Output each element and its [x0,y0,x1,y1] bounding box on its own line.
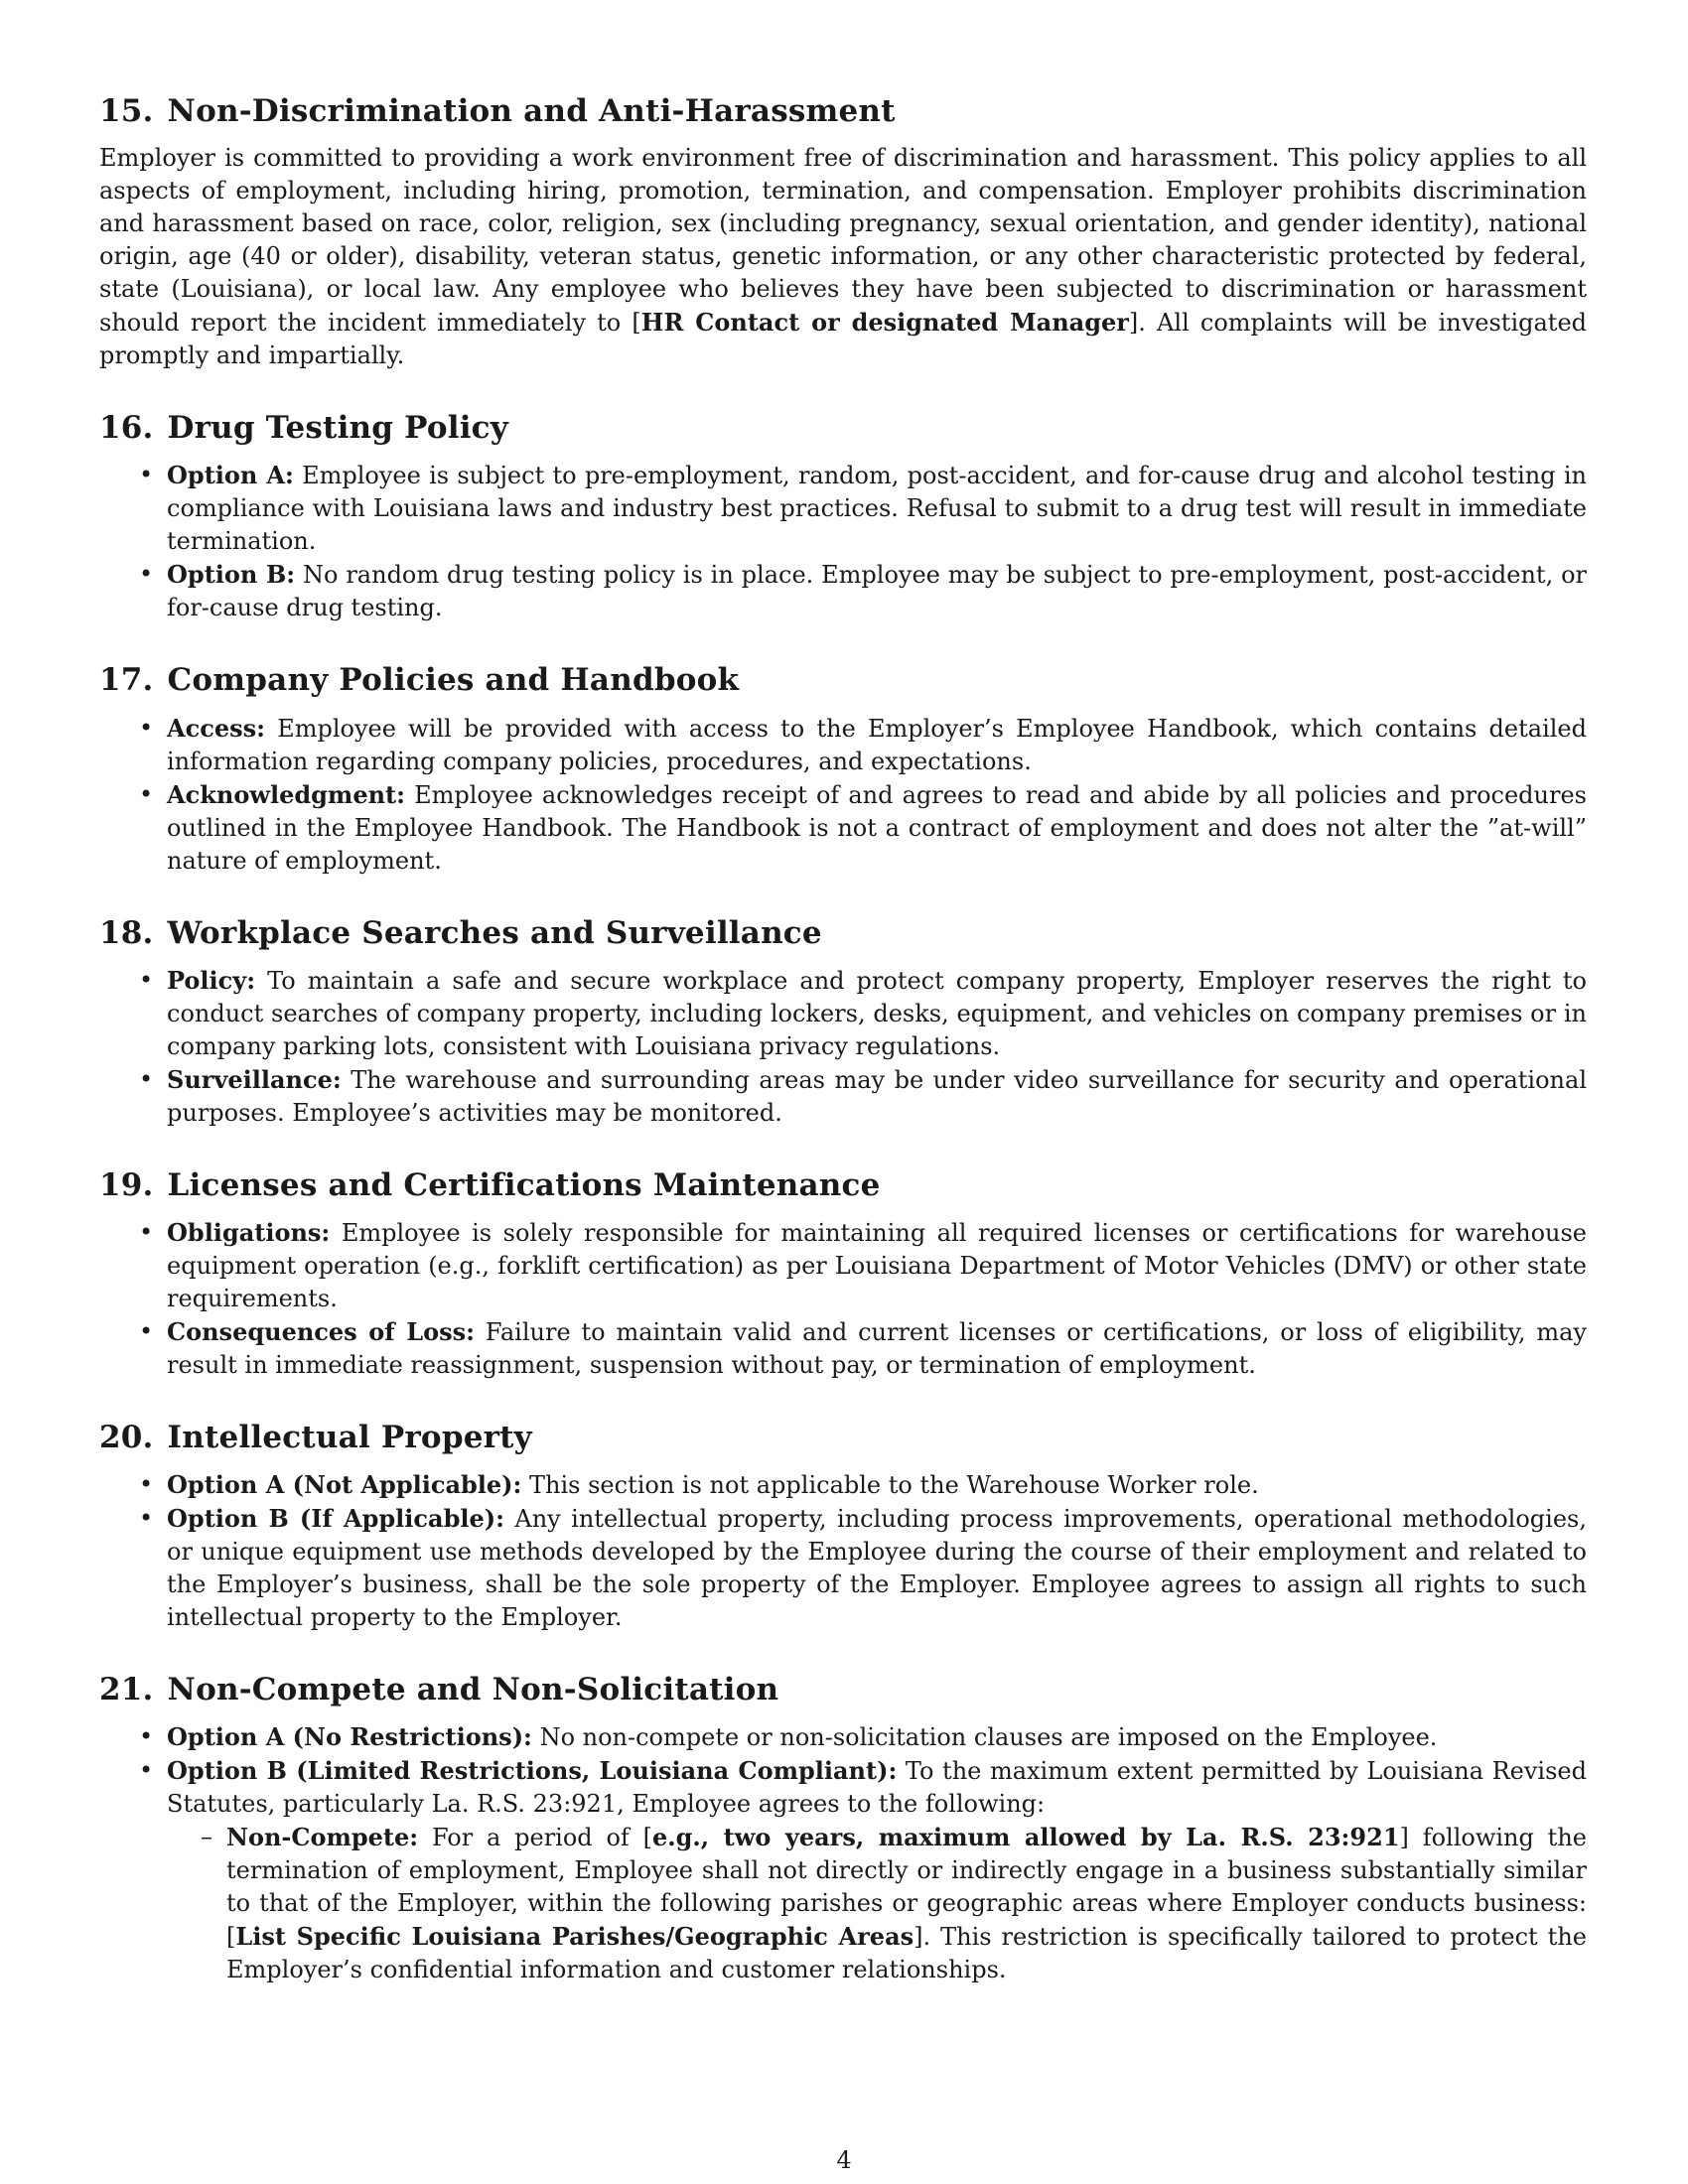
section-heading: 19. Licenses and Certifications Maintenance [99,1166,881,1203]
document-page [99,93,1587,2024]
list-item: • Option A: Employee is subject to pre-employment, random, post-accident, and for-cause drug and alcohol testing in compliance with Louisiana laws and industry best practices. Refusal to submit to a drug test will result in immediate termination. [167,459,1587,558]
list-item: • Surveillance: The warehouse and surrounding areas may be under video surveillance for security and operational purposes. Employee’s activities may be monitored. [167,1063,1587,1130]
bullet-list [99,1468,1587,1634]
section-heading: 17. Company Policies and Handbook [99,662,740,699]
section-15 [99,93,1587,372]
placeholder-field: List Specific Louisiana Parishes/Geographic Areas [235,1922,914,1952]
bullet-list [99,712,1587,878]
bullet-list [99,964,1587,1130]
section-21 [99,1672,1587,1986]
bullet-list [99,1216,1587,1382]
section-heading: 20. Intellectual Property [99,1419,532,1455]
section-heading: 21. Non-Compete and Non-Solicitation [99,1672,779,1708]
section-paragraph: Employer is committed to providing a work environment free of discrimination and harassment. This policy applies to all aspects of employment, including hiring, promotion, termination, and compensation. Employer prohibits discrimination and harassment based on race, color, religion, sex (including pregnancy, sexual orientation, and gender identity), national origin, age (40 or older), disability, veteran status, genetic information, or any other characteristic protected by federal, state (Louisiana), or local law. Any employee who believes they have been subjected to discrimination or harassment should report the incident immediately to [HR Contact or designated Manager]. All complaints will be investigated promptly and impartially. [99,144,1588,370]
section-19 [99,1167,1587,1382]
list-item: • Consequences of Loss: Failure to maintain valid and current licenses or certifications, or loss of eligibility, may result in immediate reassignment, suspension without pay, or termination of employment. [167,1315,1587,1382]
section-20 [99,1420,1587,1634]
placeholder-field: HR Contact or designated Manager [640,308,1129,338]
list-item: • Policy: To maintain a safe and secure workplace and protect company property, Employer reserves the right to conduct searches of company property, including lockers, desks, equipment, and vehicles on company premises or in company parking lots, consistent with Louisiana privacy regulations. [167,964,1587,1063]
bullet-list [99,459,1587,624]
list-item: • Access: Employee will be provided with access to the Employer’s Employee Handbook, which contains detailed information regarding company policies, procedures, and expectations. [167,712,1587,778]
list-item: • Obligations: Employee is solely responsible for maintaining all required licenses or certifications for warehouse equipment operation (e.g., forklift certification) as per Louisiana Department of Motor Vehicles (DMV) or other state requirements. [167,1216,1587,1315]
section-18 [99,915,1587,1130]
list-item: • Option B (If Applicable): Any intellectual property, including process improvements, operational methodologies, or unique equipment use methods developed by the Employee during the course of their employment and related to the Employer’s business, shall be the sole property of the Employer. Employee agrees to assign all rights to such intellectual property to the Employer. [167,1502,1587,1634]
section-17 [99,662,1587,877]
section-16 [99,410,1587,624]
page-number: 4 [836,2146,852,2174]
list-item: • Option B: No random drug testing policy is in place. Employee may be subject to pre-employment, post-accident, or for-cause drug testing. [167,558,1587,624]
list-item: • Option A (No Restrictions): No non-compete or non-solicitation clauses are imposed on the Employee. [167,1720,1587,1754]
list-item: • Acknowledgment: Employee acknowledges receipt of and agrees to read and abide by all policies and procedures outlined in the Employee Handbook. The Handbook is not a contract of employment and does not alter the ”at-will” nature of employment. [167,778,1587,878]
bullet-list [99,1720,1587,1986]
section-heading: 18. Workplace Searches and Surveillance [99,914,822,951]
list-item: • Option B (Limited Restrictions, Louisiana Compliant): To the maximum extent permitted by Louisiana Revised Statutes, particularly La. R.S. 23:921, Employee agrees to the following: – Non-Compete: For a period of [e.g., two years, maximum allowed by La. R.S. 23:921] following the termination of employment, Employee shall not directly or indirectly engage in a business substantially similar to that of the Employer, within the following parishes or geographic areas where Employer conducts business: [List Specific Louisiana Parishes/Geographic Areas]. This restriction is specifically tailored to protect the Employer’s confidential information and customer relationships. [167,1754,1587,1986]
section-heading: 16. Drug Testing Policy [99,410,508,447]
sub-list [167,1821,1587,1986]
section-heading: 15. Non-Discrimination and Anti-Harassment [99,93,896,129]
sub-list-item: – Non-Compete: For a period of [e.g., two years, maximum allowed by La. R.S. 23:921] following the termination of employment, Employee shall not directly or indirectly engage in a business substantially similar to that of the Employer, within the following parishes or geographic areas where Employer conducts business: [List Specific Louisiana Parishes/Geographic Areas]. This restriction is specifically tailored to protect the Employer’s confidential information and customer relationships. [226,1821,1587,1986]
placeholder-field: e.g., two years, maximum allowed by La. R.S. 23:921 [651,1823,1400,1852]
list-item: • Option A (Not Applicable): This section is not applicable to the Warehouse Worker role. [167,1468,1587,1502]
